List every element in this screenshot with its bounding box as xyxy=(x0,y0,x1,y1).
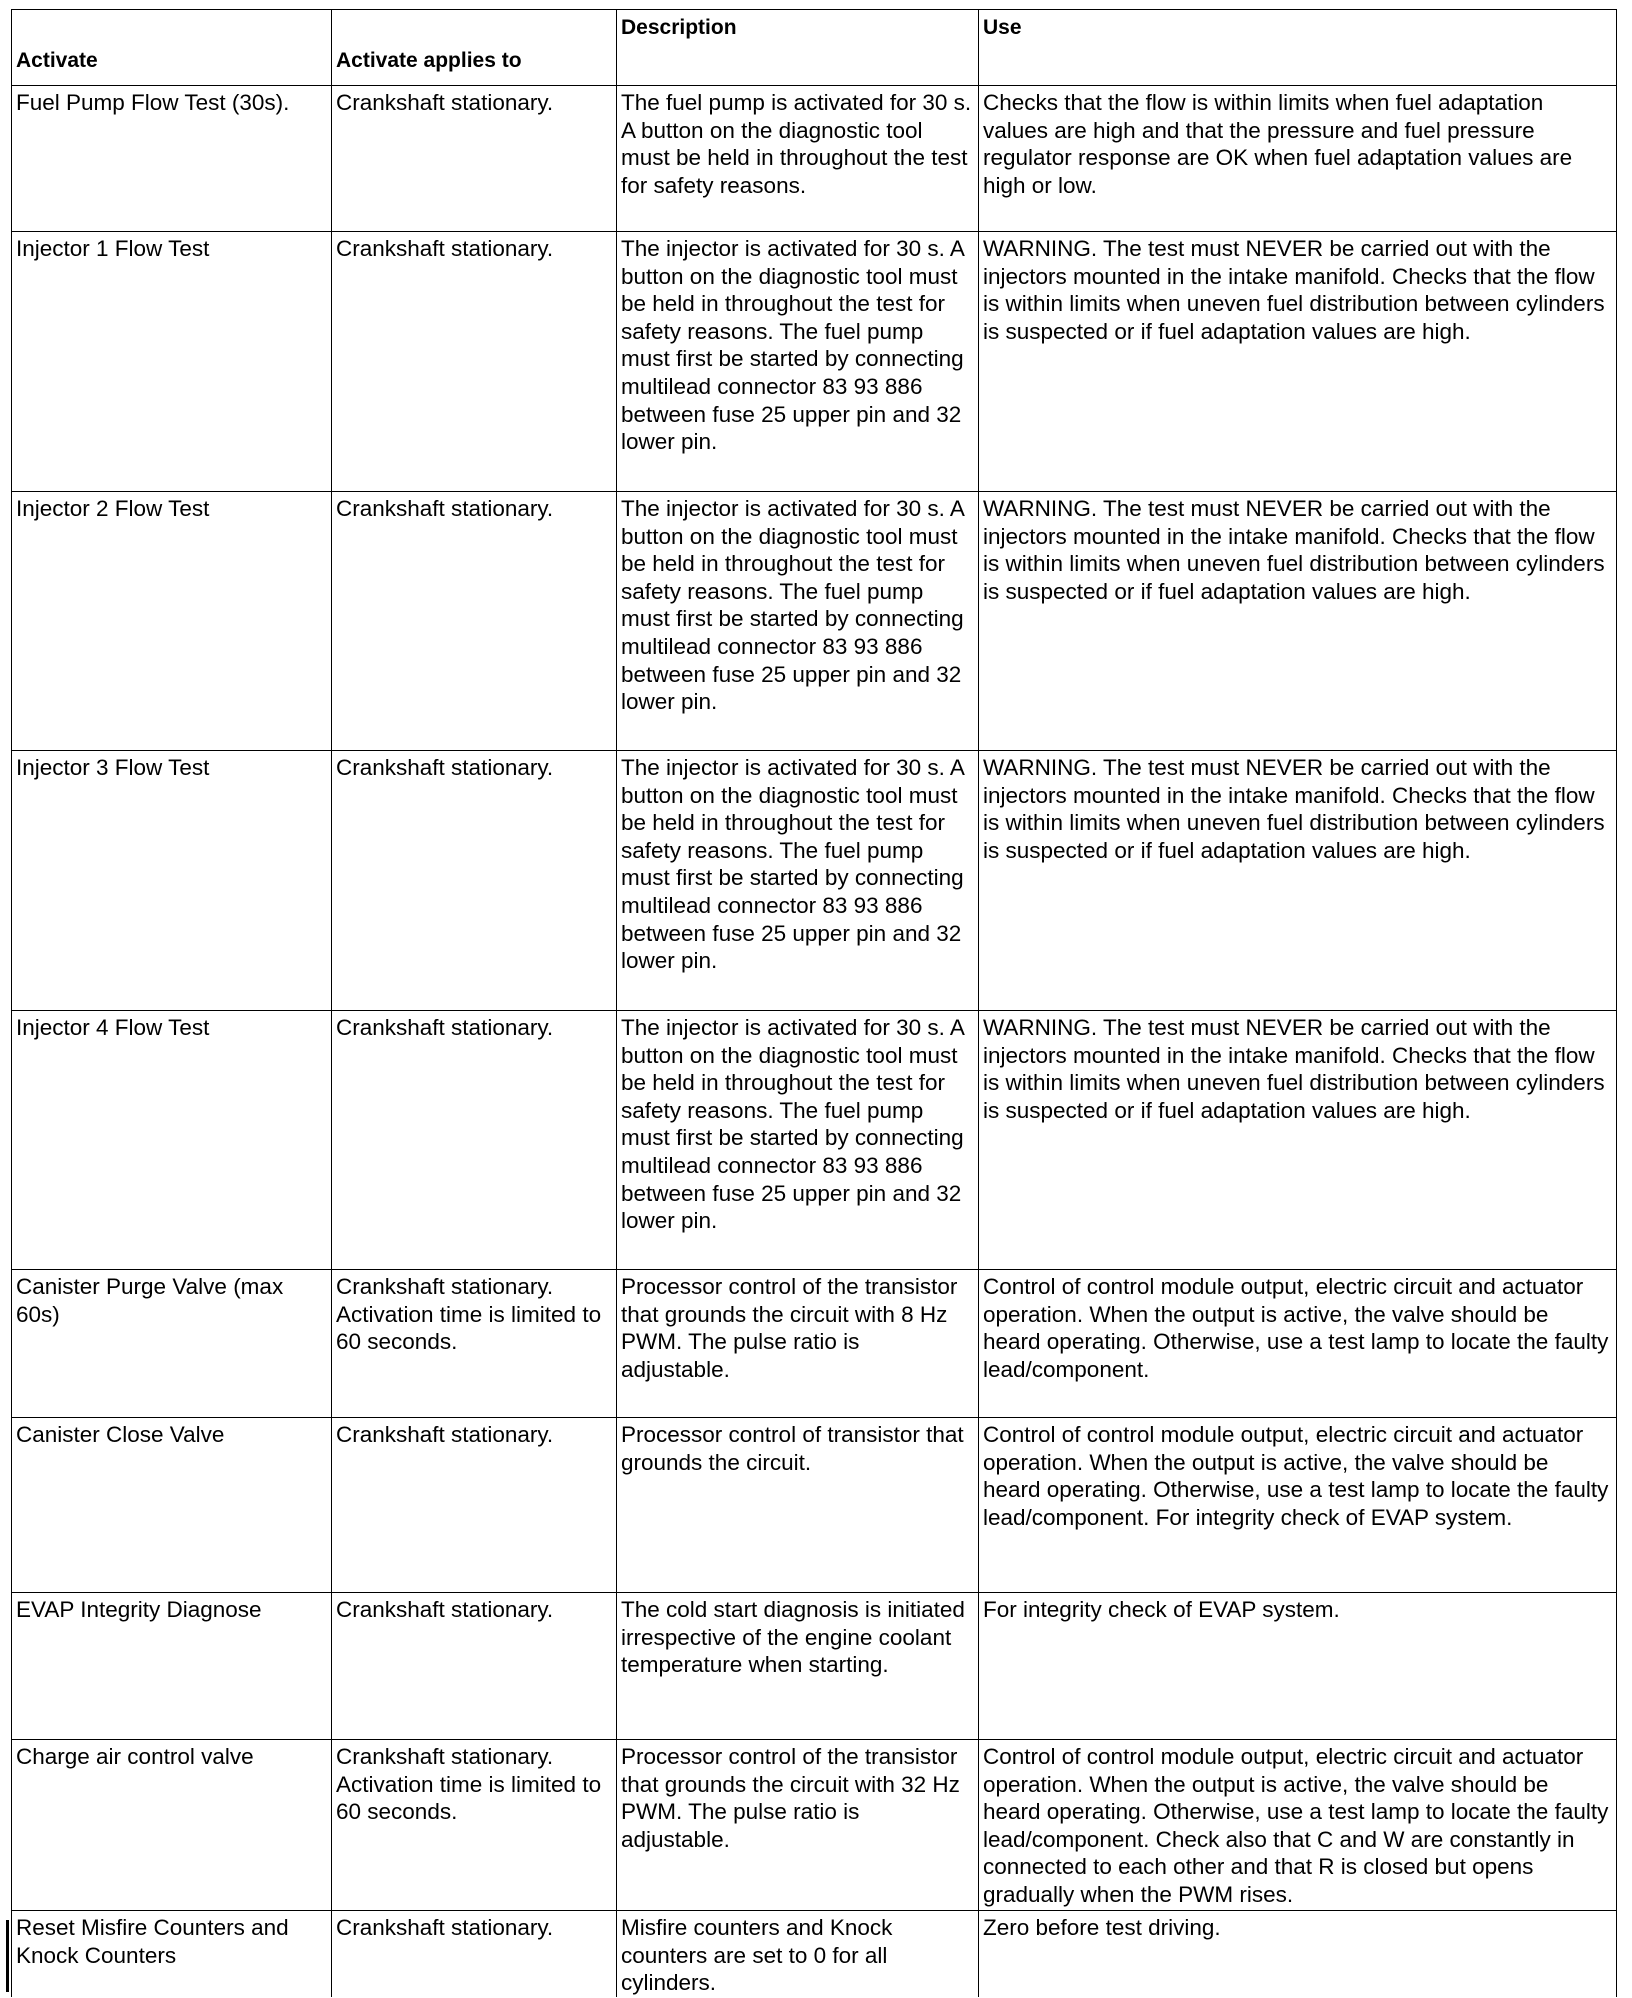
cell-use: WARNING. The test must NEVER be carried out with the injectors mounted in the intake manifold. Checks that the flow is within limits when uneven fuel distribution between cylinders is suspected or if fuel adaptation values are high. xyxy=(979,1011,1617,1270)
diagnostic-activation-table xyxy=(11,9,1617,1997)
cell-description: Misfire counters and Knock counters are set to 0 for all cylinders. xyxy=(617,1911,979,1997)
header-use: Use xyxy=(979,10,1617,86)
cell-activate: Canister Purge Valve (max 60s) xyxy=(12,1270,332,1418)
cell-activate: Injector 2 Flow Test xyxy=(12,492,332,751)
cell-description: The injector is activated for 30 s. A button on the diagnostic tool must be held in throughout the test for safety reasons. The fuel pump must first be started by connecting multilead connector 83 93 886 between fuse 25 upper pin and 32 lower pin. xyxy=(617,751,979,1011)
cell-use: For integrity check of EVAP system. xyxy=(979,1593,1617,1740)
table-header-row xyxy=(12,10,1617,86)
header-description: Description xyxy=(617,10,979,86)
cell-activate: EVAP Integrity Diagnose xyxy=(12,1593,332,1740)
table-row xyxy=(12,1418,1617,1593)
cell-applies-to: Crankshaft stationary. xyxy=(332,1593,617,1740)
margin-rule xyxy=(6,1920,9,1992)
cell-activate: Fuel Pump Flow Test (30s). xyxy=(12,86,332,232)
table-row xyxy=(12,1593,1617,1740)
cell-use: WARNING. The test must NEVER be carried out with the injectors mounted in the intake manifold. Checks that the flow is within limits when uneven fuel distribution between cylinders is suspected or if fuel adaptation values are high. xyxy=(979,492,1617,751)
cell-applies-to: Crankshaft stationary. xyxy=(332,1011,617,1270)
cell-description: Processor control of the transistor that grounds the circuit with 8 Hz PWM. The pulse ratio is adjustable. xyxy=(617,1270,979,1418)
cell-applies-to: Crankshaft stationary. xyxy=(332,1911,617,1997)
cell-activate: Injector 3 Flow Test xyxy=(12,751,332,1011)
cell-description: The cold start diagnosis is initiated irrespective of the engine coolant temperature when starting. xyxy=(617,1593,979,1740)
cell-description: The injector is activated for 30 s. A button on the diagnostic tool must be held in throughout the test for safety reasons. The fuel pump must first be started by connecting multilead connector 83 93 886 between fuse 25 upper pin and 32 lower pin. xyxy=(617,492,979,751)
cell-description: The injector is activated for 30 s. A button on the diagnostic tool must be held in throughout the test for safety reasons. The fuel pump must first be started by connecting multilead connector 83 93 886 between fuse 25 upper pin and 32 lower pin. xyxy=(617,232,979,492)
cell-activate: Injector 4 Flow Test xyxy=(12,1011,332,1270)
cell-activate: Injector 1 Flow Test xyxy=(12,232,332,492)
cell-use: Control of control module output, electric circuit and actuator operation. When the output is active, the valve should be heard operating. Otherwise, use a test lamp to locate the faulty lead/component. xyxy=(979,1270,1617,1418)
cell-use: WARNING. The test must NEVER be carried out with the injectors mounted in the intake manifold. Checks that the flow is within limits when uneven fuel distribution between cylinders is suspected or if fuel adaptation values are high. xyxy=(979,751,1617,1011)
cell-activate: Reset Misfire Counters and Knock Counters xyxy=(12,1911,332,1997)
cell-applies-to: Crankshaft stationary. xyxy=(332,86,617,232)
cell-description: The fuel pump is activated for 30 s. A button on the diagnostic tool must be held in throughout the test for safety reasons. xyxy=(617,86,979,232)
cell-applies-to: Crankshaft stationary. Activation time is limited to 60 seconds. xyxy=(332,1740,617,1911)
cell-applies-to: Crankshaft stationary. xyxy=(332,751,617,1011)
table-row xyxy=(12,86,1617,232)
cell-applies-to: Crankshaft stationary. xyxy=(332,1418,617,1593)
cell-use: Checks that the flow is within limits when fuel adaptation values are high and that the pressure and fuel pressure regulator response are OK when fuel adaptation values are high or low. xyxy=(979,86,1617,232)
table-row xyxy=(12,492,1617,751)
cell-description: Processor control of transistor that grounds the circuit. xyxy=(617,1418,979,1593)
cell-applies-to: Crankshaft stationary. xyxy=(332,492,617,751)
cell-activate: Canister Close Valve xyxy=(12,1418,332,1593)
table-row xyxy=(12,1911,1617,1997)
cell-use: WARNING. The test must NEVER be carried out with the injectors mounted in the intake manifold. Checks that the flow is within limits when uneven fuel distribution between cylinders is suspected or if fuel adaptation values are high. xyxy=(979,232,1617,492)
cell-applies-to: Crankshaft stationary. Activation time is limited to 60 seconds. xyxy=(332,1270,617,1418)
header-activate: Activate xyxy=(12,10,332,86)
cell-applies-to: Crankshaft stationary. xyxy=(332,232,617,492)
cell-activate: Charge air control valve xyxy=(12,1740,332,1911)
table-row xyxy=(12,232,1617,492)
cell-description: The injector is activated for 30 s. A button on the diagnostic tool must be held in throughout the test for safety reasons. The fuel pump must first be started by connecting multilead connector 83 93 886 between fuse 25 upper pin and 32 lower pin. xyxy=(617,1011,979,1270)
table-row xyxy=(12,1270,1617,1418)
table-row xyxy=(12,1740,1617,1911)
cell-description: Processor control of the transistor that grounds the circuit with 32 Hz PWM. The pulse ratio is adjustable. xyxy=(617,1740,979,1911)
cell-use: Control of control module output, electric circuit and actuator operation. When the output is active, the valve should be heard operating. Otherwise, use a test lamp to locate the faulty lead/component. Check also that C and W are constantly in connected to each other and that R is closed but opens gradually when the PWM rises. xyxy=(979,1740,1617,1911)
header-applies-to: Activate applies to xyxy=(332,10,617,86)
cell-use: Zero before test driving. xyxy=(979,1911,1617,1997)
cell-use: Control of control module output, electric circuit and actuator operation. When the output is active, the valve should be heard operating. Otherwise, use a test lamp to locate the faulty lead/component. For integrity check of EVAP system. xyxy=(979,1418,1617,1593)
table-row xyxy=(12,1011,1617,1270)
table-row xyxy=(12,751,1617,1011)
